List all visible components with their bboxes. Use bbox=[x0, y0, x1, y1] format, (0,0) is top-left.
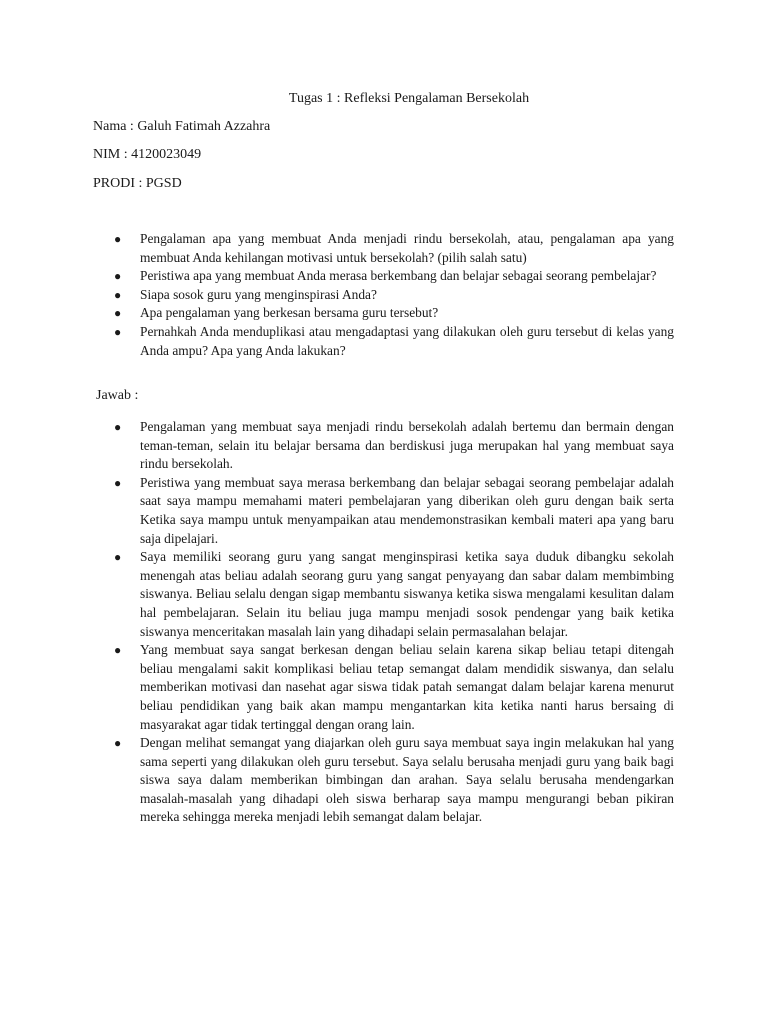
bullet-icon: ● bbox=[114, 420, 122, 434]
answer-list bbox=[114, 418, 674, 827]
question-text: Pernahkah Anda menduplikasi atau mengadaptasi yang dilakukan oleh guru tersebut di kelas yang Anda ampu? Apa yang Anda lakukan? bbox=[140, 323, 674, 358]
bullet-icon: ● bbox=[114, 306, 122, 321]
bullet-icon: ● bbox=[114, 643, 122, 658]
answer-item bbox=[114, 418, 674, 474]
document-title: Tugas 1 : Refleksi Pengalaman Bersekolah bbox=[288, 91, 530, 106]
bullet-icon: ● bbox=[114, 324, 122, 339]
answer-text: Dengan melihat semangat yang diajarkan oleh guru saya membuat saya ingin melakukan hal yang sama seperti yang dilakukan oleh guru tersebut. Saya selalu berusaha menjadi guru yang baik bagi siswa saya dalam memberikan bimbingan dan arahan. Saya selalu berusaha mendengarkan masalah-masalah yang dihadapi oleh siswa berharap saya mampu mengurangi beban pikiran mereka sehingga mereka menjadi lebih semangat dalam belajar. bbox=[140, 735, 674, 825]
answer-text: Pengalaman yang membuat saya menjadi rindu bersekolah adalah bertemu dan bermain dengan teman-teman, selain itu belajar bersama dan berdiskusi juga merupakan hal yang membuat saya rindu bersekolah. bbox=[140, 419, 674, 472]
answer-item bbox=[114, 474, 674, 548]
answer-item bbox=[114, 734, 674, 827]
bullet-icon: ● bbox=[114, 736, 122, 751]
question-item bbox=[114, 267, 674, 286]
answer-text: Saya memiliki seorang guru yang sangat menginspirasi ketika saya duduk dibangku sekolah menengah atas beliau adalah seorang guru yang sangat penyayang dan sabar dalam membimbing siswanya. Beliau selalu dengan sigap membantu siswanya ketika siswa mengalami kesulitan dalam hal pembelajaran. Selain itu beliau juga mampu menjadi sosok pendengar yang baik ketika siswanya menceritakan masalah lain yang dihadapi selain permasalahan belajar. bbox=[140, 549, 674, 639]
question-item bbox=[114, 304, 674, 323]
question-item bbox=[114, 230, 674, 267]
student-name: Nama : Galuh Fatimah Azzahra bbox=[93, 119, 271, 134]
question-text: Pengalaman apa yang membuat Anda menjadi rindu bersekolah, atau, pengalaman apa yang membuat Anda kehilangan motivasi untuk bersekolah? (pilih salah satu) bbox=[140, 231, 674, 265]
bullet-icon: ● bbox=[114, 550, 122, 565]
question-text: Apa pengalaman yang berkesan bersama guru tersebut? bbox=[140, 305, 439, 321]
question-text: Peristiwa apa yang membuat Anda merasa berkembang dan belajar sebagai seorang pembelajar? bbox=[140, 268, 657, 284]
bullet-icon: ● bbox=[114, 269, 122, 284]
answer-text: Peristiwa yang membuat saya merasa berkembang dan belajar sebagai seorang pembelajar adalah saat saya mampu memahami materi pembelajaran yang diberikan oleh guru dengan baik serta Ketika saya mampu untuk menyampaikan atau mendemonstrasikan kembali materi apa yang baru saja dipelajari. bbox=[140, 474, 674, 546]
bullet-icon: ● bbox=[114, 287, 122, 302]
answer-item bbox=[114, 548, 674, 641]
question-list bbox=[114, 230, 674, 360]
question-text: Siapa sosok guru yang menginspirasi Anda? bbox=[140, 286, 377, 302]
answer-item bbox=[114, 641, 674, 734]
question-item bbox=[114, 286, 674, 305]
bullet-icon: ● bbox=[114, 475, 122, 490]
answer-heading: Jawab : bbox=[96, 388, 139, 403]
student-nim: NIM : 4120023049 bbox=[93, 147, 202, 162]
bullet-icon: ● bbox=[114, 232, 122, 246]
answer-text: Yang membuat saya sangat berkesan dengan beliau selain karena sikap beliau tetapi ditengah beliau mengalami sakit komplikasi beliau tetap semangat dalam mendidik siswanya, dan selalu memberikan motivasi dan nasehat agar siswa tidak patah semangat dalam belajar karena menurut beliau pendidikan yang baik akan mampu mengantarkan kita ketika nanti harus bersaing di masyarakat agar tidak tertinggal dengan orang lain. bbox=[140, 642, 674, 732]
student-prodi: PRODI : PGSD bbox=[93, 176, 182, 191]
question-item bbox=[114, 323, 674, 360]
